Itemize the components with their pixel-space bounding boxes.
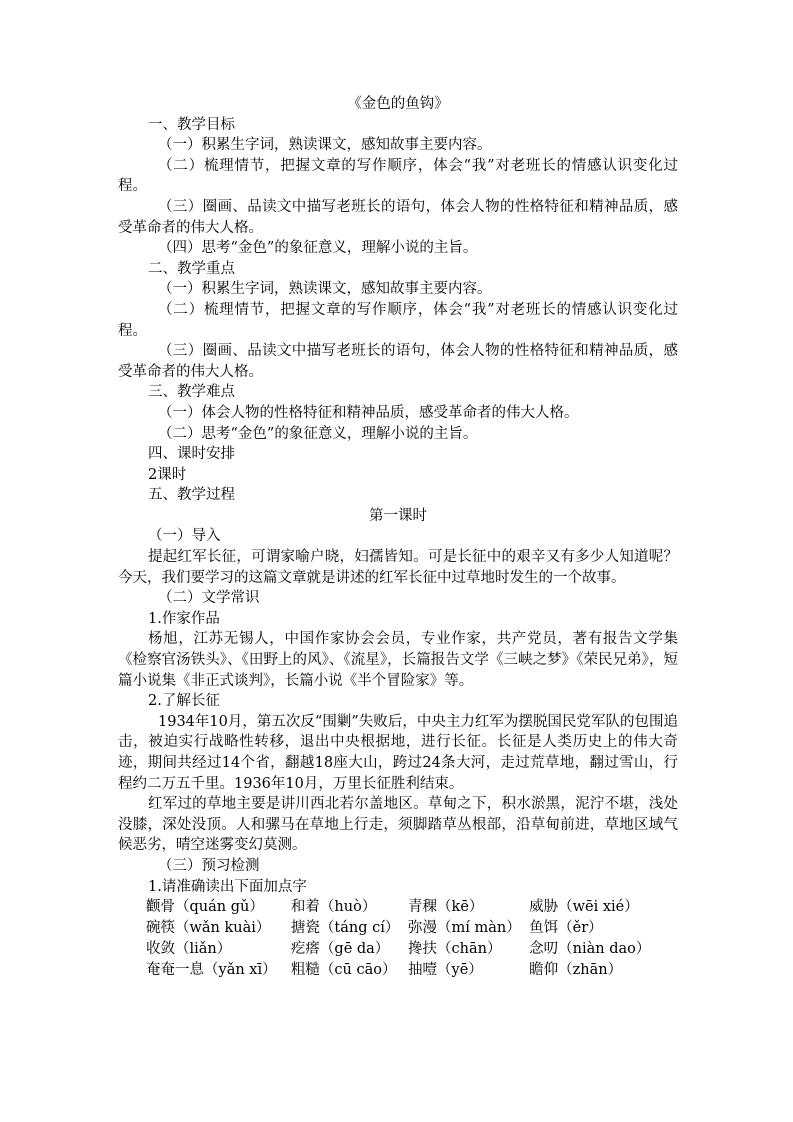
vocab-row [118, 960, 678, 981]
paragraph: （二）梳理情节，把握文章的写作顺序，体会“我”对老班长的情感认识变化过程。 [118, 301, 678, 339]
question: 1.请准确读出下面加点字 [148, 878, 307, 895]
document-page [118, 94, 678, 981]
paragraph: 1934年10月，第五次反“围剿”失败后，中央主力红军为摆脱国民党军队的包围追击，被迫实行战略性转移，退出中央根据地，进行长征。长征是人类历史上的伟大奇迹，期间共经过14个省，翻越18座大山，跨过24条大河，走过荒草地，翻过雪山，行程约二万五千里。1936年10月，万里长征胜利结束。 [118, 713, 678, 792]
vocab-item: 弥漫（mí màn） [408, 920, 521, 937]
vocab-item: 搪瓷（táng cí） [290, 920, 400, 937]
doc-title: 《金色的鱼钩》 [347, 96, 449, 112]
vocab-item: 瞻仰（zhān） [529, 962, 623, 979]
vocab-item: 收敛（liǎn） [146, 941, 232, 958]
section-heading: 一、教学目标 [148, 116, 235, 133]
vocab-item: 碗筷（wǎn kuài） [146, 920, 271, 937]
paragraph: 红军过的草地主要是讲川西北若尔盖地区。草甸之下，积水淤黑，泥泞不堪，浅处没膝，深处没顶。人和骡马在草地上行走，须脚踏草丛根部，沿草甸前进，草地区域气候恶劣，晴空迷雾变幻莫测。 [118, 796, 678, 854]
paragraph: （二）梳理情节，把握文章的写作顺序，体会“我”对老班长的情感认识变化过程。 [118, 157, 678, 195]
lesson-title: 第一课时 [369, 507, 427, 524]
paragraph: （三）圈画、品读文中描写老班长的语句，体会人物的性格特征和精神品质，感受革命者的伟大人格。 [118, 198, 678, 236]
vocab-row [118, 939, 678, 960]
paragraph: （一）积累生字词，熟读课文，感知故事主要内容。 [158, 137, 492, 154]
vocab-table [118, 897, 678, 981]
subsection-heading: （一）导入 [148, 528, 221, 545]
paragraph: （一）体会人物的性格特征和精神品质，感受革命者的伟大人格。 [158, 404, 579, 421]
paragraph: （四）思考“金色”的象征意义，理解小说的主旨。 [158, 240, 478, 257]
vocab-item: 搀扶（chān） [408, 941, 502, 958]
paragraph: 杨旭，江苏无锡人，中国作家协会会员，专业作家，共产党员，著有报告文学集《检察官汤铁头》、《田野上的风》、《流星》，长篇报告文学《三峡之梦》《荣民兄弟》，短篇小说集《非正式谈判》，长篇小说《半个冒险家》等。 [118, 631, 678, 689]
paragraph: （一）积累生字词，熟读课文，感知故事主要内容。 [158, 281, 492, 298]
vocab-row [118, 918, 678, 939]
paragraph: （三）圈画、品读文中描写老班长的语句，体会人物的性格特征和精神品质，感受革命者的伟大人格。 [118, 343, 678, 380]
vocab-item: 颧骨（quán gǔ） [146, 899, 264, 916]
section-heading: 三、教学难点 [148, 384, 235, 401]
subsection-heading: 2.了解长征 [148, 693, 220, 710]
vocab-item: 青稞（kē） [408, 899, 484, 916]
vocab-item: 鱼饵（ěr） [529, 920, 603, 937]
paragraph: 2课时 [148, 466, 187, 483]
vocab-item: 念叨（niàn dao） [529, 941, 651, 958]
paragraph: 提起红军长征，可谓家喻户晓，妇孺皆知。可是长征中的艰辛又有多少人知道呢？今天，我们要学习的这篇文章就是讲述的红军长征中过草地时发生的一个故事。 [118, 549, 678, 586]
vocab-row [118, 897, 678, 918]
vocab-item: 奄奄一息（yǎn xī） [146, 962, 277, 979]
subsection-heading: 1.作家作品 [148, 610, 220, 627]
subsection-heading: （三）预习检测 [158, 857, 260, 874]
vocab-item: 疙瘩（gē da） [290, 941, 390, 958]
vocab-item: 抽噎（yē） [408, 962, 483, 979]
section-heading: 四、课时安排 [148, 446, 235, 463]
vocab-item: 粗糙（cū cāo） [290, 962, 397, 979]
section-heading: 二、教学重点 [148, 260, 235, 277]
vocab-item: 威胁（wēi xié） [529, 899, 639, 916]
vocab-item: 和着（huò） [290, 899, 377, 916]
paragraph: （二）思考“金色”的象征意义，理解小说的主旨。 [158, 425, 478, 442]
section-heading: 五、教学过程 [148, 487, 235, 504]
subsection-heading: （二）文学常识 [158, 590, 260, 607]
